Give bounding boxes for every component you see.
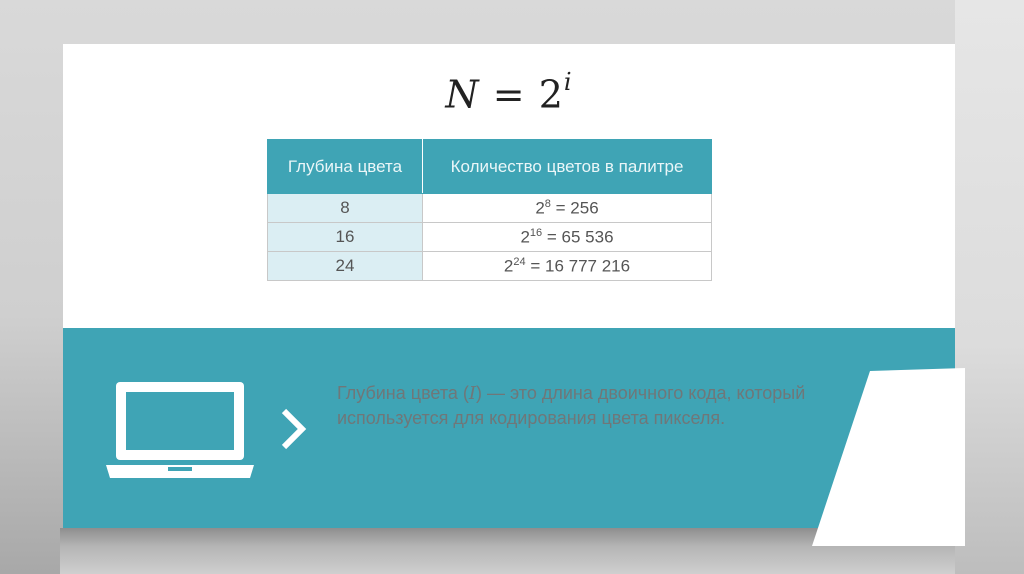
count-value: = 16 777 216 <box>525 256 631 276</box>
definition-body: ) — это длина двоичного кода, который используется для кодирования цвета пикселя. <box>337 383 806 428</box>
formula-equals: = <box>492 72 526 117</box>
header-color-depth: Глубина цвета <box>268 140 423 194</box>
chevron-right-icon <box>278 406 308 452</box>
count-cell <box>423 223 712 252</box>
depth-cell: 16 <box>268 223 423 252</box>
header-palette-colors: Количество цветов в палитре <box>423 140 712 194</box>
definition-variable: I <box>468 383 477 404</box>
formula-base: 2 <box>538 72 564 117</box>
count-cell <box>423 194 712 223</box>
formula-lhs: N <box>445 72 480 117</box>
definition-text <box>337 381 817 431</box>
formula-exponent: i <box>563 68 573 96</box>
formula <box>63 68 955 117</box>
table-row <box>268 223 712 252</box>
count-value: = 256 <box>550 198 599 218</box>
count-exponent: 8 <box>544 197 551 210</box>
count-base: 2 <box>535 198 545 218</box>
table-row <box>268 194 712 223</box>
definition-term: Глубина цвета ( <box>337 383 469 403</box>
color-depth-table <box>267 139 712 281</box>
count-base: 2 <box>520 227 530 247</box>
table-row <box>268 252 712 281</box>
count-value: = 65 536 <box>542 227 614 247</box>
paper-corner-decoration <box>812 368 967 548</box>
count-cell <box>423 252 712 281</box>
laptop-icon <box>106 381 254 479</box>
count-base: 2 <box>503 256 514 276</box>
depth-cell: 24 <box>268 252 423 281</box>
table-header-row <box>268 140 712 194</box>
slide-content-area <box>63 44 955 328</box>
depth-cell: 8 <box>268 194 423 223</box>
count-exponent: 24 <box>513 255 526 268</box>
count-exponent: 16 <box>529 226 543 239</box>
